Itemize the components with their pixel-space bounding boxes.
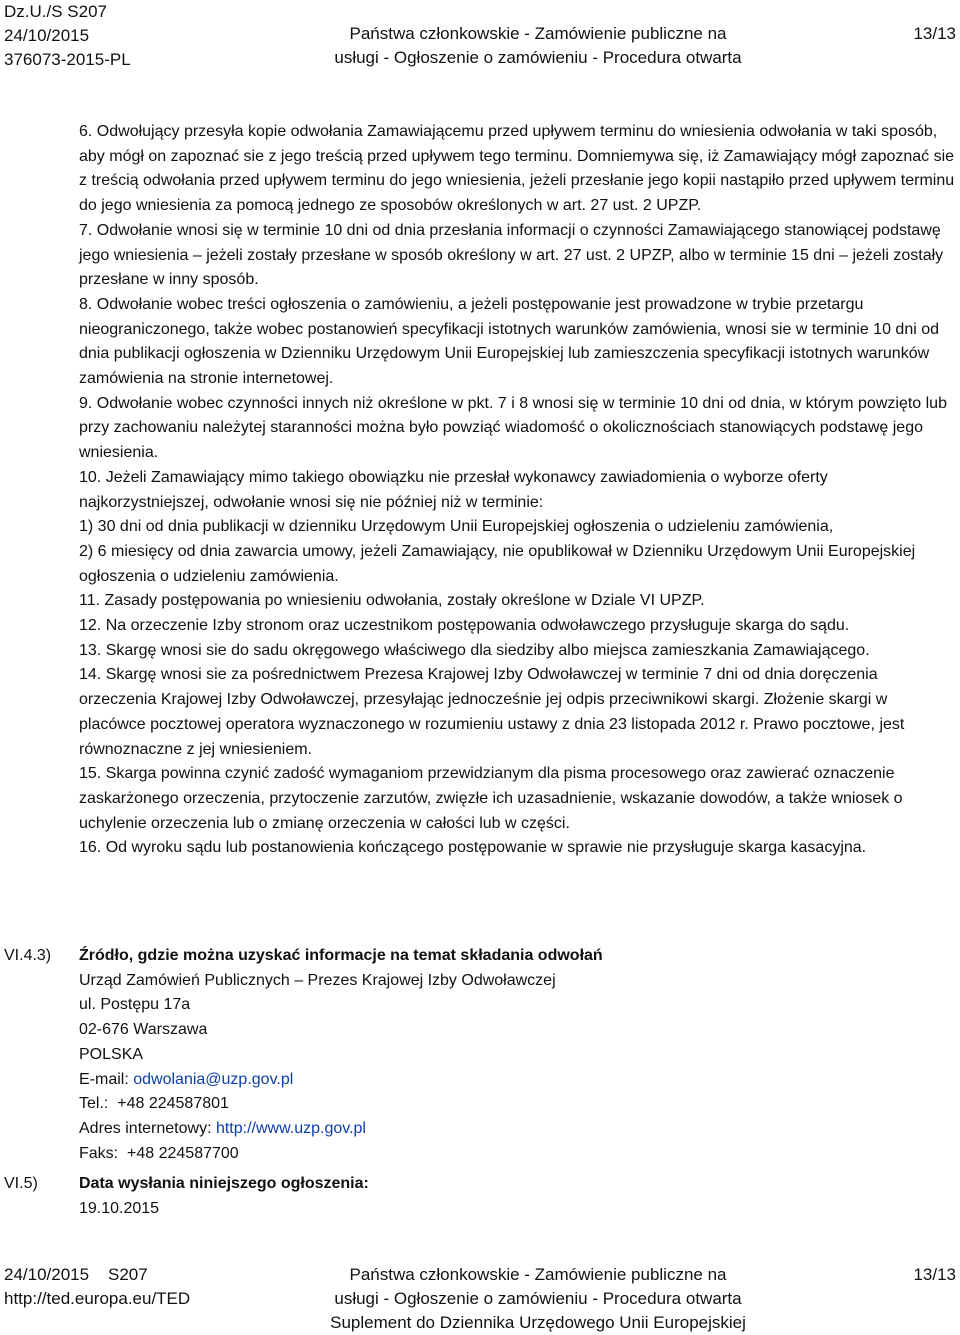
header-notice-number: 376073-2015-PL (4, 50, 131, 69)
appeal-procedure-text (79, 120, 957, 861)
section-vi5-number: VI.5) (4, 1175, 38, 1192)
section-vi43 (79, 944, 957, 1166)
paragraph-10-item-1: 1) 30 dni od dnia publikacji w dzienniku Urzędowym Unii Europejskiej ogłoszenia o udzieleniu zamówienia, (79, 518, 834, 536)
footer-ted-link[interactable]: http://ted.europa.eu/TED (4, 1289, 191, 1308)
web-link[interactable]: http://www.uzp.gov.pl (215, 1119, 366, 1137)
tel-value: +48 224587801 (112, 1095, 229, 1113)
section-vi43-org: Urząd Zamówień Publicznych – Prezes Krajowej Izby Odwoławczej (79, 971, 556, 989)
web-label: Adres internetowy: (79, 1119, 216, 1137)
section-vi43-city: 02-676 Warszawa (79, 1021, 208, 1039)
footer-title-line-1: Państwa członkowskie - Zamówienie publiczne na (349, 1265, 727, 1284)
paragraph-15: 15. Skarga powinna czynić zadość wymaganiom przewidzianym dla pisma procesowego oraz zawierać oznaczenie zaskarżonego orzeczenia, przytoczenie zarzutów, zwięzłe ich uzasadnienie, wskazanie dowodów, a także wniosek o uchylenie orzeczenia lub o zmianę orzeczenia w całości lub w części. (79, 765, 903, 832)
section-vi43-country: POLSKA (79, 1045, 144, 1063)
paragraph-7: 7. Odwołanie wnosi się w terminie 10 dni od dnia przesłania informacji o czynności Zamawiającego stanowiącej podstawę jego wniesienia – jeżeli zostały przesłane w sposób określony w art. 27 ust. 2 UPZP, albo w terminie 15 dni – jeżeli zostały przesłane w inny sposób. (79, 221, 944, 289)
page-header (0, 0, 960, 72)
paragraph-14: 14. Skargę wnosi sie za pośrednictwem Prezesa Krajowej Izby Odwoławczej w terminie 7 dni od dnia doręczenia orzeczenia Krajowej Izby Odwoławczej, przesyłając jednocześnie jej odpis przeciwnikowi skargi. Złożenie skargi w placówce pocztowej operatora wyznaczonego w rozumieniu ustawy z dnia 23 listopada 2012 r. Prawo pocztowe, jest równoznaczne z jej wniesieniem. (79, 666, 905, 758)
footer-date-issue: 24/10/2015 S207 (4, 1265, 148, 1284)
page-footer (0, 1263, 960, 1334)
section-vi5 (79, 1172, 957, 1221)
paragraph-8: 8. Odwołanie wobec treści ogłoszenia o zamówieniu, a jeżeli postępowanie jest prowadzone w trybie przetargu nieograniczonego, także wobec postanowień specyfikacji istotnych warunków zamówienia, wnosi sie w terminie 10 dni od dnia publikacji ogłoszenia w Dzienniku Urzędowym Unii Europejskiej lub zamieszczenia specyfikacji istotnych warunków zamówienia na stronie internetowej. (79, 295, 940, 388)
tel-label: Tel.: (79, 1095, 113, 1113)
section-vi43-email-row (79, 1068, 957, 1093)
paragraph-11: 11. Zasady postępowania po wniesieniu odwołania, zostały określone w Dziale VI UPZP. (79, 592, 705, 610)
header-date: 24/10/2015 (4, 26, 90, 45)
section-vi43-street: ul. Postępu 17a (79, 996, 191, 1014)
fax-value: +48 224587700 (122, 1144, 239, 1162)
section-vi43-number: VI.4.3) (4, 947, 52, 964)
header-journal-ref: Dz.U./S S207 (4, 2, 107, 21)
paragraph-9: 9. Odwołanie wobec czynności innych niż określone w pkt. 7 i 8 wnosi się w terminie 10 dni od dnia, w którym powzięto lub przy zachowaniu należytej staranności można było powziąć wiadomość o okolicznościach stanowiących podstawę jego wniesienia. (79, 394, 947, 462)
dispatch-date: 19.10.2015 (79, 1199, 160, 1217)
section-vi43-tel-row (79, 1092, 957, 1117)
section-vi43-fax-row (79, 1142, 957, 1167)
paragraph-10: 10. Jeżeli Zamawiający mimo takiego obowiązku nie przesłał wykonawcy zawiadomienia o wyborze oferty najkorzystniejszej, odwołanie wnosi się nie później niż w terminie: (79, 468, 828, 511)
header-title-line-2: usługi - Ogłoszenie o zamówieniu - Procedura otwarta (334, 48, 742, 67)
email-link[interactable]: odwolania@uzp.gov.pl (133, 1070, 294, 1088)
section-vi43-web-row (79, 1117, 957, 1142)
header-center (0, 22, 960, 70)
footer-supplement: Suplement do Dziennika Urzędowego Unii Europejskiej (330, 1313, 746, 1332)
footer-title-line-2: usługi - Ogłoszenie o zamówieniu - Procedura otwarta (334, 1289, 742, 1308)
section-vi43-title: Źródło, gdzie można uzyskać informacje na temat składania odwołań (79, 947, 603, 964)
fax-label: Faks: (79, 1144, 123, 1162)
paragraph-6: 6. Odwołujący przesyła kopie odwołania Zamawiającemu przed upływem terminu do wniesienia odwołania w taki sposób, aby mógł on zapoznać sie z jego treścią przed upływem tego terminu. Domniemywa się, iż Zamawiający mógł zapoznać sie z treścią odwołania przed upływem terminu do jego wniesienia, jeżeli przesłanie jego kopii nastąpiło przed upływem terminu do jego wniesienia za pomocą jednego ze sposobów określonych w art. 27 ust. 2 UPZP. (79, 123, 955, 215)
header-title-line-1: Państwa członkowskie - Zamówienie publiczne na (349, 24, 727, 43)
footer-page-number: 13/13 (913, 1265, 956, 1284)
paragraph-10-item-2: 2) 6 miesięcy od dnia zawarcia umowy, jeżeli Zamawiający, nie opublikował w Dzienniku Urzędowym Unii Europejskiej ogłoszenia o udzieleniu zamówienia. (79, 542, 916, 585)
paragraph-13: 13. Skargę wnosi sie do sadu okręgowego właściwego dla siedziby albo miejsca zamieszkania Zamawiającego. (79, 641, 870, 659)
header-page-number: 13/13 (913, 24, 956, 43)
footer-center (0, 1263, 960, 1335)
section-vi5-title: Data wysłania niniejszego ogłoszenia: (79, 1175, 369, 1192)
paragraph-16: 16. Od wyroku sądu lub postanowienia kończącego postępowanie w sprawie nie przysługuje skarga kasacyjna. (79, 839, 867, 857)
email-label: E-mail: (79, 1070, 134, 1088)
paragraph-12: 12. Na orzeczenie Izby stronom oraz uczestnikom postępowania odwoławczego przysługuje skarga do sądu. (79, 617, 850, 635)
